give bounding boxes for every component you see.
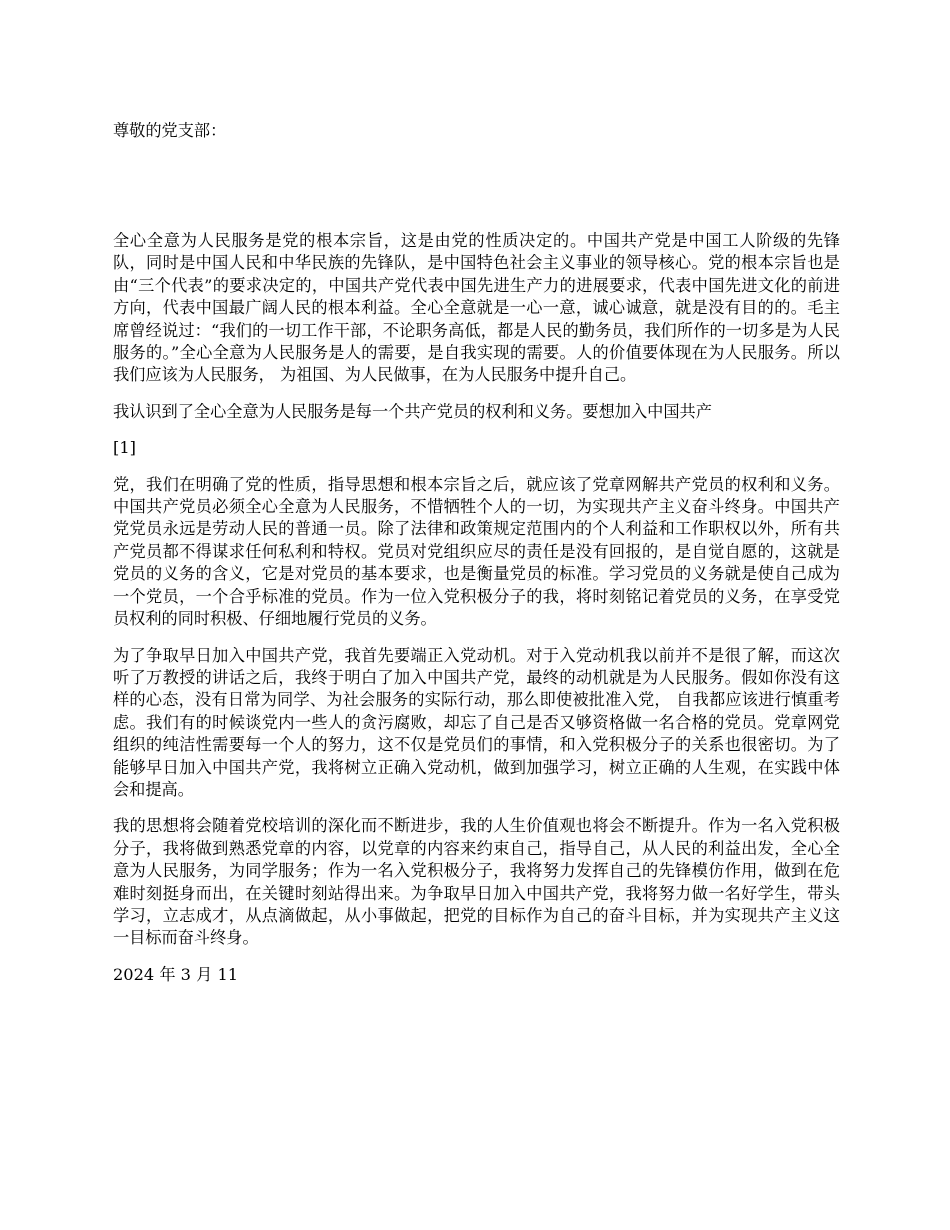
paragraph-rights-intro: 我认识到了全心全意为人民服务是每一个共产党员的权利和义务。要想加入中国共产 xyxy=(113,401,712,421)
paragraph-motivation: 为了争取早日加入中国共产党，我首先要端正入党动机。对于入党动机我以前并不是很了解，而这次听了万教授的讲话之后，我终于明白了加入中国共产党，最终的动机就是为人民服务。假如你没有这样的心态，没有日常为同学、为社会服务的实际行动，那么即使被批准入党， 自我都应该进行慎重考虑。我们有的时候谈党内一些人的贪污腐败，却忘了自己是否又够资格做一名合格的党员。党章网党组织的纯洁性需要每一个人的努力，这不仅是党员们的事情，和入党积极分子的关系也很密切。为了能够早日加入中国共产党，我将树立正确入党动机，做到加强学习，树立正确的人生观，在实践中体会和提高。 xyxy=(113,645,840,799)
letter-body xyxy=(113,230,840,1000)
footnote-marker: [1] xyxy=(113,438,136,458)
paragraph-purpose: 全心全意为人民服务是党的根本宗旨，这是由党的性质决定的。中国共产党是中国工人阶级的先锋队，同时是中国人民和中华民族的先锋队，是中国特色社会主义事业的领导核心。党的根本宗旨也是由“三个代表”的要求决定的，中国共产党代表中国先进生产力的进展要求，代表中国先进文化的前进方向，代表中国最广阔人民的根本利益。全心全意就是一心一意，诚心诚意，就是没有目的的。毛主席曾经说过：“我们的一切工作干部，不论职务高低，都是人民的勤务员，我们所作的一切多是为人民服务的。”全心全意为人民服务是人的需要，是自我实现的需要。人的价值要体现在为人民服务。所以我们应该为人民服务， 为祖国、为人民做事，在为人民服务中提升自己。 xyxy=(113,231,840,385)
paragraph-rights-duties: 党，我们在明确了党的性质，指导思想和根本宗旨之后，就应该了党章网解共产党员的权利和义务。中国共产党员必须全心全意为人民服务，不惜牺牲个人的一切，为实现共产主义奋斗终身。中国共产党党员永远是劳动人民的普通一员。除了法律和政策规定范围内的个人利益和工作职权以外，所有共产党员都不得谋求任何私利和特权。党员对党组织应尽的责任是没有回报的，是自觉自愿的，这就是党员的义务的含义，它是对党员的基本要求，也是衡量党员的标准。学习党员的义务就是使自己成为一个党员，一个合乎标准的党员。作为一位入党积极分子的我，将时刻铭记着党员的义务，在享受党员权利的同时积极、仔细地履行党员的义务。 xyxy=(113,474,840,629)
paragraph-commitment: 我的思想将会随着党校培训的深化而不断进步，我的人生价值观也将会不断提升。作为一名入党积极分子，我将做到熟悉党章的内容，以党章的内容来约束自己，指导自己，从人民的利益出发，全心全意为人民服务，为同学服务；作为一名入党积极分子，我将努力发挥自己的先锋模仿作用，做到在危难时刻挺身而出，在关键时刻站得出来。为争取早日加入中国共产党，我将努力做一名好学生，带头学习，立志成才，从点滴做起，从小事做起，把党的目标作为自己的奋斗目标，并为实现共产主义这一目标而奋斗终身。 xyxy=(113,816,840,948)
salutation: 尊敬的党支部： xyxy=(113,121,227,140)
letter-date: 2024 年 3 月 11 xyxy=(113,964,239,984)
